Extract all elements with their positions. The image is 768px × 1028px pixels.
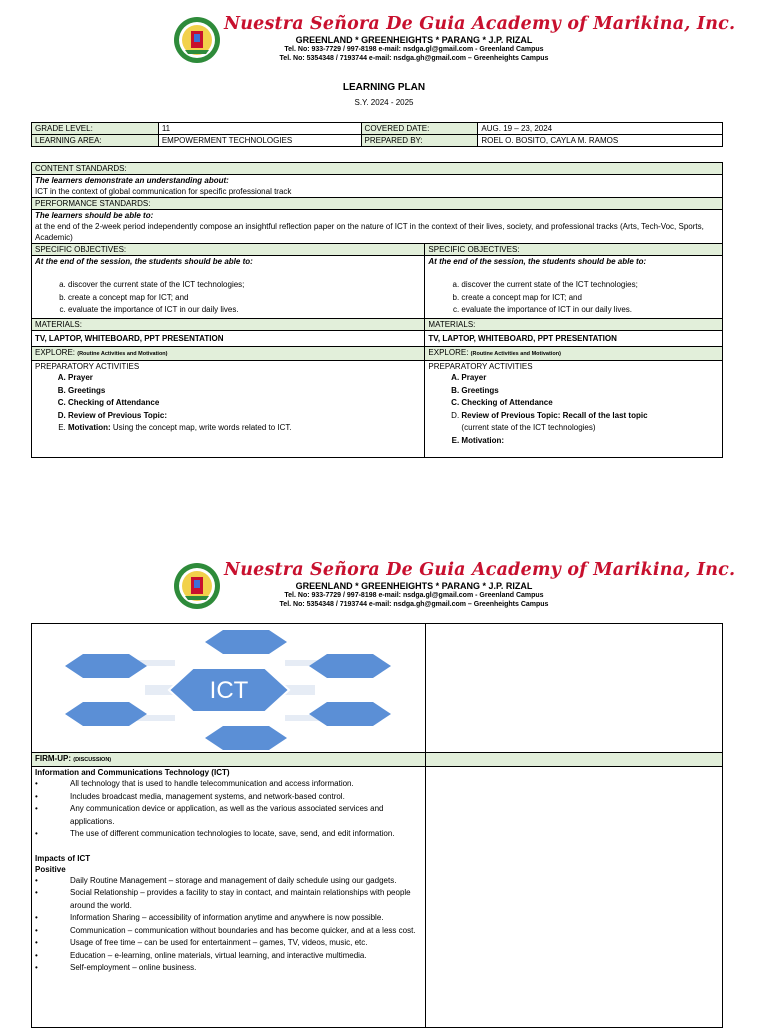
bullet-item: • Includes broadcast media, management systems, and network-based control. [35, 791, 345, 801]
info-table [31, 122, 723, 147]
campuses: GREENLAND * GREENHEIGHTS * PARANG * J.P. RIZAL [295, 35, 533, 45]
materials-label-left: MATERIALS: [32, 319, 425, 331]
explore-label-left: EXPLORE: (Routine Activities and Motivation) [32, 347, 425, 361]
performance-standards-intro: The learners should be able to: [35, 211, 154, 220]
contact-line-1: Tel. No: 933-7729 / 997-8198 e-mail: nsdga.gl@gmail.com - Greenland Campus [284, 592, 544, 599]
content-standards-label: CONTENT STANDARDS: [32, 163, 723, 175]
firmup-content-cell-right [425, 767, 723, 1028]
objectives-label-left: SPECIFIC OBJECTIVES: [32, 244, 425, 256]
ict-concept-map-diagram [65, 630, 395, 750]
preparatory-cell-right [425, 361, 723, 458]
bullet-item: • Communication – communication without boundaries and has become quicker, and at a less cost. [35, 925, 416, 935]
bullet-item: • The use of different communication technologies to locate, save, send, and edit information. [35, 829, 395, 838]
prep-item: A. Prayer [461, 372, 719, 385]
performance-standards-cell [32, 210, 723, 244]
plan-table-page-2 [31, 623, 723, 1028]
school-year: S.Y. 2024 - 2025 [354, 98, 414, 107]
firmup-content-cell [32, 767, 426, 1028]
ict-heading: Information and Communications Technology (ICT) [35, 768, 230, 777]
bullet-item: • Social Relationship – provides a facility to stay in contact, and maintain relationships with people around the world. [35, 888, 411, 910]
objectives-cell-right [425, 256, 723, 319]
contact-line-1: Tel. No: 933-7729 / 997-8198 e-mail: nsdga.gl@gmail.com - Greenland Campus [284, 46, 544, 53]
preparatory-cell-left [32, 361, 425, 458]
impacts-heading: Impacts of ICT [35, 853, 91, 863]
bullet-item: • All technology that is used to handle telecommunication and access information. [35, 779, 354, 788]
materials-text-right: TV, LAPTOP, WHITEBOARD, PPT PRESENTATION [425, 331, 723, 347]
school-name: Nuestra Señora De Guia Academy of Marikina, Inc. [224, 14, 736, 34]
objectives-cell-left [32, 256, 425, 319]
content-standards-intro: The learners demonstrate an understanding about: [35, 176, 229, 185]
area-value: EMPOWERMENT TECHNOLOGIES [158, 135, 361, 147]
plan-table [31, 162, 723, 458]
content-standards-text: ICT in the context of global communication for specific professional track [35, 187, 292, 196]
letterhead [0, 0, 768, 75]
covered-value: AUG. 19 – 23, 2024 [478, 123, 723, 135]
area-label: LEARNING AREA: [32, 135, 159, 147]
prep-item: D. Review of Previous Topic: Recall of the last topic (current state of the ICT technologies) [461, 410, 719, 435]
objectives-label-right: SPECIFIC OBJECTIVES: [425, 244, 723, 256]
objective-item: a. discover the current state of the ICT technologies; [461, 279, 719, 292]
school-seal-logo [173, 14, 221, 66]
school-seal-logo [173, 560, 221, 612]
campuses: GREENLAND * GREENHEIGHTS * PARANG * J.P. RIZAL [295, 581, 533, 591]
bullet-item: • Daily Routine Management – storage and management of daily schedule using our gadgets. [35, 875, 397, 885]
content-standards-cell [32, 175, 723, 198]
positive-heading: Positive [35, 864, 66, 874]
firmup-label-right [425, 753, 723, 767]
objective-item: c. evaluate the importance of ICT in our daily lives. [461, 304, 719, 317]
materials-label-right: MATERIALS: [425, 319, 723, 331]
school-name: Nuestra Señora De Guia Academy of Marikina, Inc. [224, 560, 736, 580]
prep-item: C. Checking of Attendance [68, 397, 421, 410]
objective-item: a. discover the current state of the ICT technologies; [68, 279, 421, 292]
prep-item: B. Greetings [68, 385, 421, 398]
ict-diagram-cell [32, 624, 426, 753]
performance-standards-label: PERFORMANCE STANDARDS: [32, 198, 723, 210]
grade-label: GRADE LEVEL: [32, 123, 159, 135]
bullet-item: • Education – e-learning, online materials, virtual learning, and interactive multimedia. [35, 950, 367, 960]
prep-item: C. Checking of Attendance [461, 397, 719, 410]
ict-diagram-label: ICT [209, 677, 249, 704]
firmup-label: FIRM-UP: (DISCUSSION) [32, 753, 426, 767]
letterhead-page-2 [0, 546, 768, 621]
contact-line-2: Tel. No: 5354348 / 7193744 e-mail: nsdga.gh@gmail.com – Greenheights Campus [279, 55, 549, 62]
prepared-value: ROEL O. BOSITO, CAYLA M. RAMOS [478, 135, 723, 147]
objective-item: b. create a concept map for ICT; and [461, 292, 719, 305]
bullet-item: • Usage of free time – can be used for entertainment – games, TV, videos, music, etc. [35, 938, 368, 947]
materials-text-left: TV, LAPTOP, WHITEBOARD, PPT PRESENTATION [32, 331, 425, 347]
prep-item: B. Greetings [461, 385, 719, 398]
prep-item-motivation: E. Motivation: [461, 435, 719, 448]
objective-item: b. create a concept map for ICT; and [68, 292, 421, 305]
grade-value: 11 [158, 123, 361, 135]
bullet-item: • Information Sharing – accessibility of information anytime and anywhere is now possible. [35, 913, 384, 922]
objectives-intro: At the end of the session, the students should be able to: [35, 257, 253, 266]
covered-label: COVERED DATE: [361, 123, 478, 135]
performance-standards-text: at the end of the 2-week period independently compose an insightful reflection paper on the nature of ICT in the context of their lives, society, and professional tracks (Arts, Tech-Voc, Sports, Academic) [35, 222, 704, 242]
preparatory-label: PREPARATORY ACTIVITIES [35, 362, 140, 371]
preparatory-label: PREPARATORY ACTIVITIES [428, 362, 533, 371]
prepared-label: PREPARED BY: [361, 135, 478, 147]
empty-cell-right [425, 624, 723, 753]
page-title: LEARNING PLAN [342, 82, 426, 93]
bullet-item: • Self-employment – online business. [35, 963, 197, 972]
prep-item: A. Prayer [68, 372, 421, 385]
contact-line-2: Tel. No: 5354348 / 7193744 e-mail: nsdga.gh@gmail.com – Greenheights Campus [279, 601, 549, 608]
bullet-item: • Any communication device or application, as well as the various associated services and applications. [35, 804, 384, 826]
prep-item-motivation: E. Motivation: Using the concept map, write words related to ICT. [68, 422, 421, 435]
prep-item: D. Review of Previous Topic: [68, 410, 421, 423]
objective-item: c. evaluate the importance of ICT in our daily lives. [68, 304, 421, 317]
objectives-intro: At the end of the session, the students should be able to: [428, 257, 647, 266]
explore-label-right: EXPLORE: (Routine Activities and Motivation) [425, 347, 723, 361]
